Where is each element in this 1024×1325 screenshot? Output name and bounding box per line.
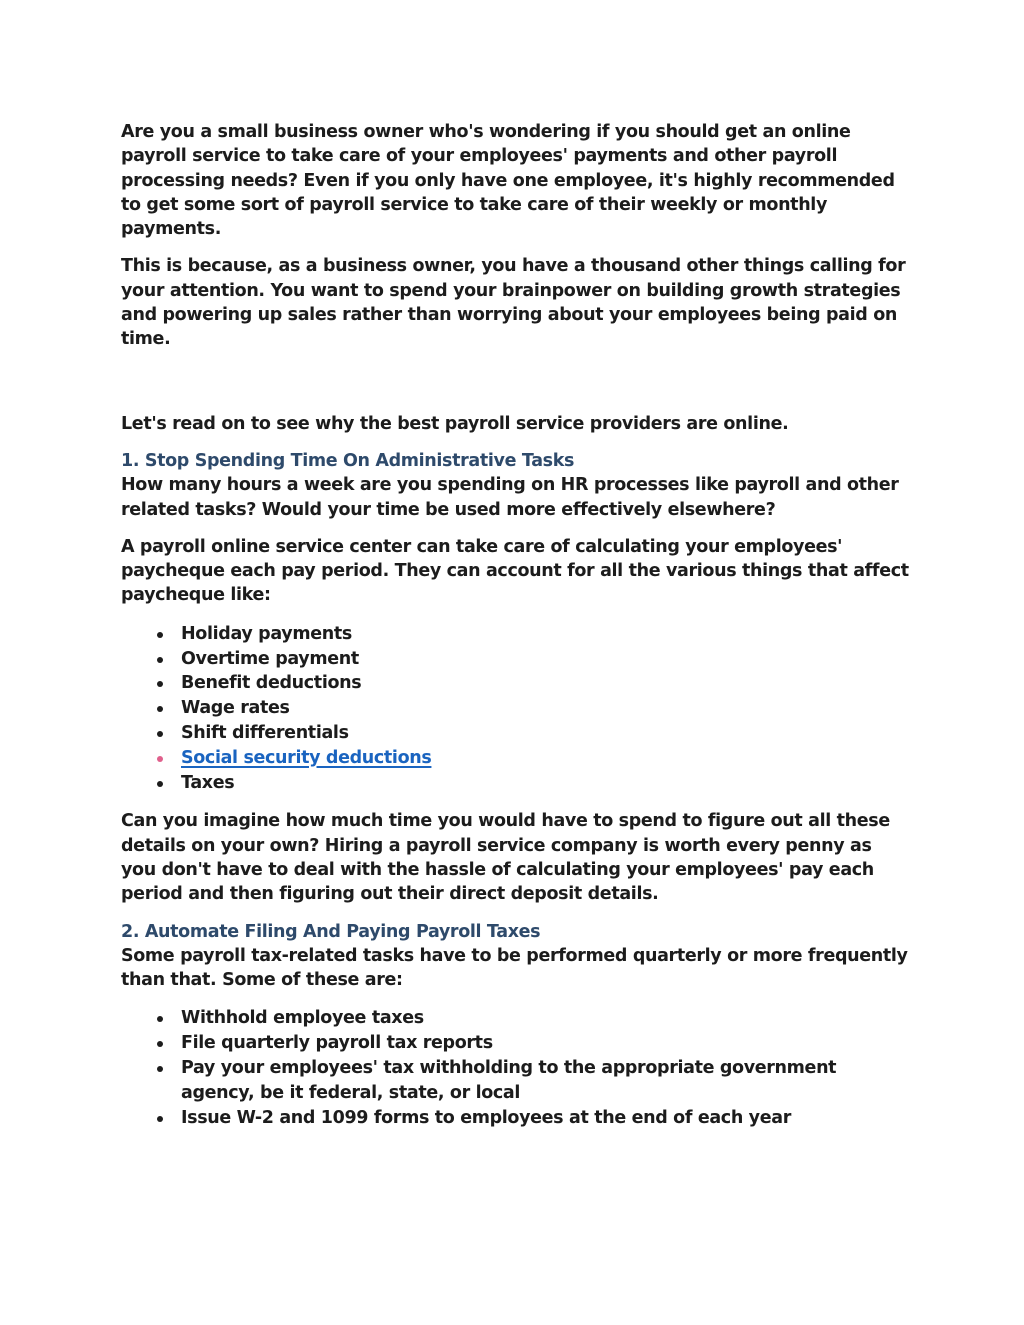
bullet-icon <box>157 657 163 663</box>
bullet-icon <box>157 632 163 638</box>
section-1-paragraph-3: Can you imagine how much time you would have to spend to figure out all these details on your own? Hiring a payroll service company is worth every penny as you don't have to deal with the hassle of calculating your employees' pay each period and then figuring out their direct deposit details. <box>121 811 890 905</box>
list-item <box>158 746 911 771</box>
paycheque-factors-list <box>158 622 911 796</box>
list-item: Taxes <box>158 771 911 796</box>
bullet-icon <box>157 1066 163 1072</box>
bullet-icon <box>157 1116 163 1122</box>
intro-paragraph-1: Are you a small business owner who's wondering if you should get an online payroll service to take care of your employees' payments and other payroll processing needs? Even if you only have one employee, it's highly recommended to get some sort of payroll service to take care of their weekly or monthly payments. <box>121 122 895 240</box>
list-item: Wage rates <box>158 696 911 721</box>
bullet-icon <box>157 731 163 737</box>
bullet-icon <box>157 1016 163 1022</box>
list-item: Shift differentials <box>158 721 911 746</box>
bullet-icon <box>157 681 163 687</box>
intro-paragraph-2: This is because, as a business owner, you have a thousand other things calling for your attention. You want to spend your brainpower on building growth strategies and powering up sales rather than worrying about your employees being paid on time. <box>121 256 906 350</box>
document-body <box>121 120 911 1130</box>
intro-paragraph-3: Let's read on to see why the best payroll service providers are online. <box>121 413 789 434</box>
payroll-tax-tasks-list <box>158 1006 911 1130</box>
social-security-deductions-link[interactable]: Social security deductions <box>181 747 432 768</box>
section-2-heading: 2. Automate Filing And Paying Payroll Taxes <box>121 921 541 942</box>
section-2-paragraph-1: Some payroll tax-related tasks have to be performed quarterly or more frequently than that. Some of these are: <box>121 945 908 991</box>
list-item: Issue W-2 and 1099 forms to employees at the end of each year <box>158 1106 911 1131</box>
blank-space <box>121 352 911 412</box>
section-1-heading: 1. Stop Spending Time On Administrative Tasks <box>121 450 575 471</box>
section-1-paragraph-2: A payroll online service center can take care of calculating your employees' paycheque each pay period. They can account for all the various things that affect paycheque like: <box>121 536 909 606</box>
list-item: Holiday payments <box>158 622 911 647</box>
list-item: Benefit deductions <box>158 671 911 696</box>
list-item: Withhold employee taxes <box>158 1006 911 1031</box>
bullet-icon <box>157 1041 163 1047</box>
bullet-icon <box>157 781 163 787</box>
list-item: Pay your employees' tax withholding to the appropriate government agency, be it federal, state, or local <box>158 1056 911 1106</box>
list-item: Overtime payment <box>158 647 911 672</box>
list-item: File quarterly payroll tax reports <box>158 1031 911 1056</box>
section-1-paragraph-1: How many hours a week are you spending on HR processes like payroll and other related tasks? Would your time be used more effectively elsewhere? <box>121 475 899 520</box>
bullet-icon <box>157 706 163 712</box>
bullet-icon <box>157 756 163 762</box>
